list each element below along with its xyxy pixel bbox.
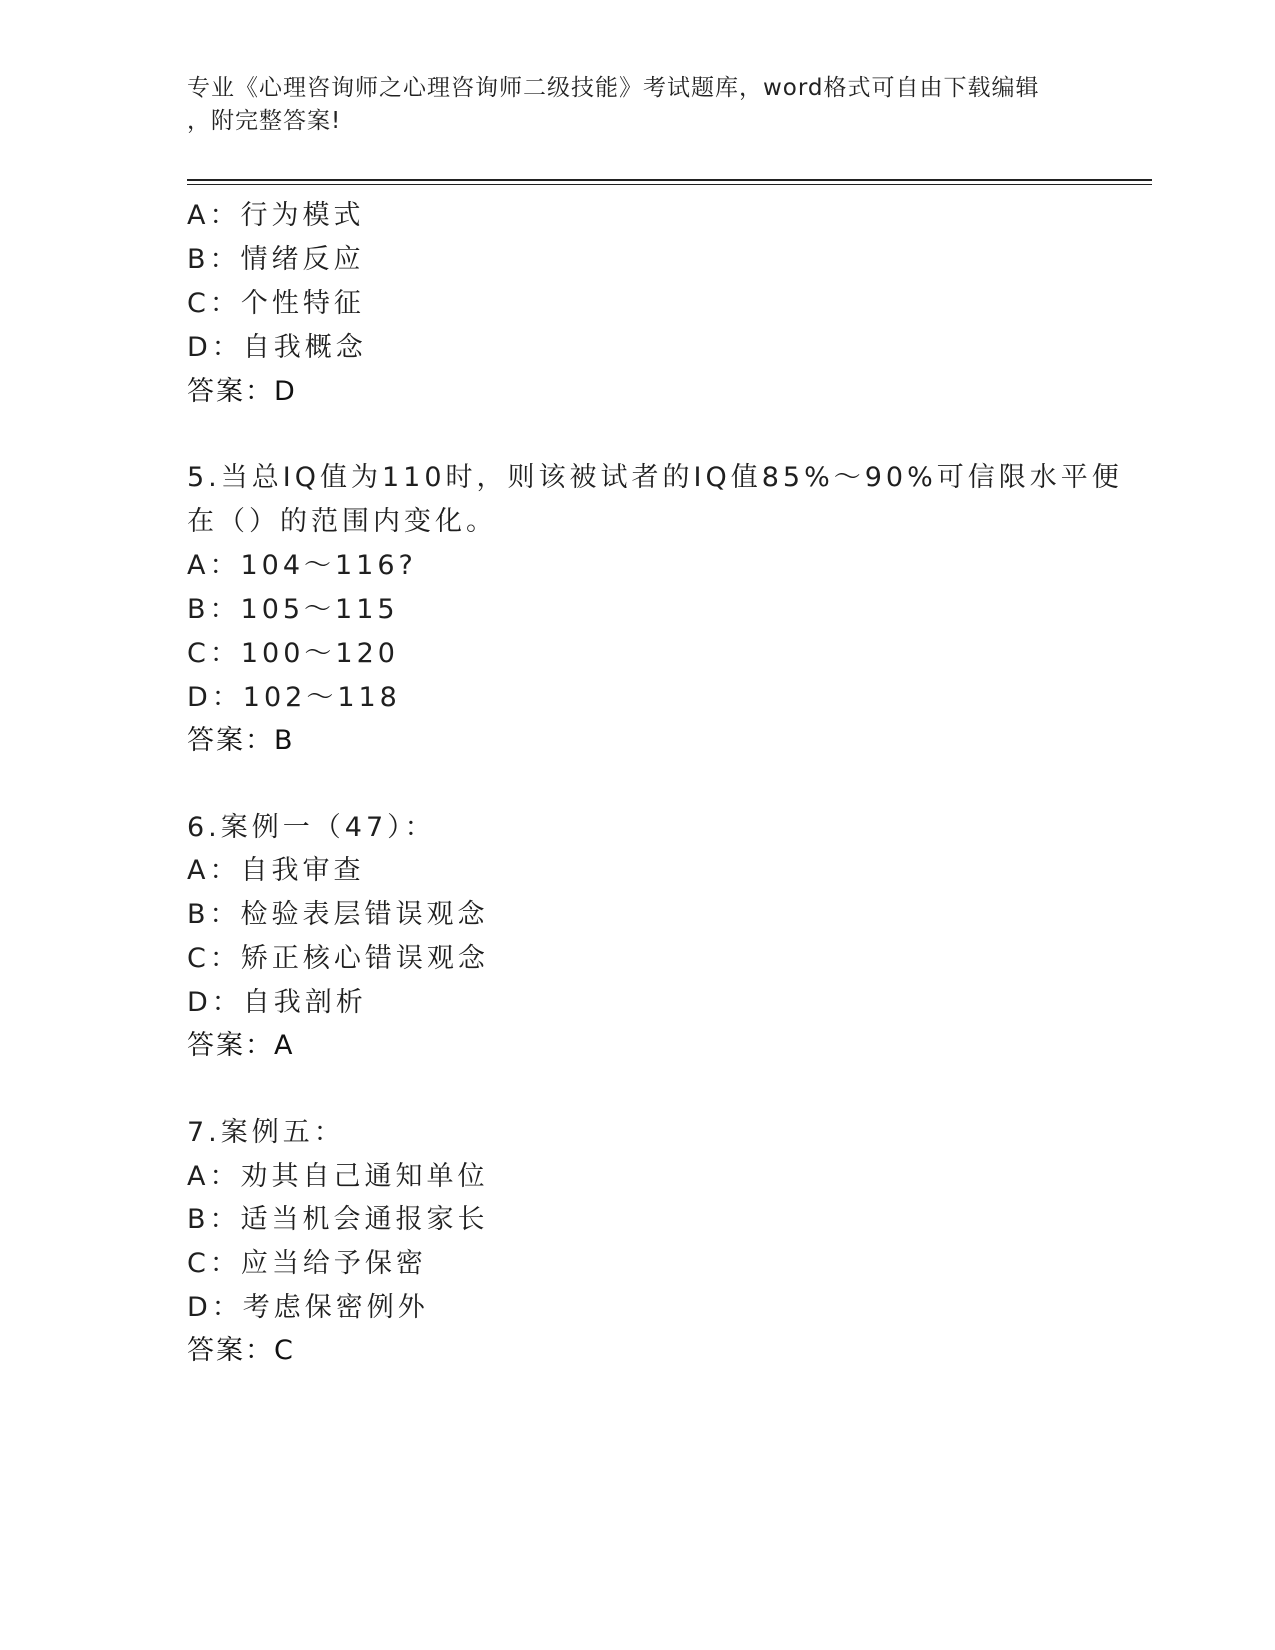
- q6-stem: 6.案例一（47）：: [187, 812, 436, 843]
- q7-answer: 答案：C: [187, 1335, 295, 1366]
- q7-option-d: D：考虑保密例外: [187, 1292, 429, 1323]
- q4-option-b: B：情绪反应: [187, 244, 365, 275]
- q5-stem-line-2: 在（）的范围内变化。: [187, 506, 497, 537]
- q7-stem: 7.案例五：: [187, 1117, 345, 1148]
- page-header: [187, 72, 1087, 138]
- q6-option-c: C：矫正核心错误观念: [187, 943, 489, 974]
- header-line-1: 专业《心理咨询师之心理咨询师二级技能》考试题库，word格式可自由下载编辑: [187, 75, 1040, 101]
- q5-stem-line-1: 5.当总IQ值为110时，则该被试者的IQ值85%～90%可信限水平便: [187, 462, 1123, 493]
- q5-option-d: D：102～118: [187, 682, 401, 713]
- q7-option-a: A：劝其自己通知单位: [187, 1161, 489, 1192]
- q5-option-b: B：105～115: [187, 594, 399, 625]
- q6-answer: 答案：A: [187, 1030, 295, 1061]
- q6-option-b: B：检验表层错误观念: [187, 899, 489, 930]
- q5-option-c: C：100～120: [187, 638, 399, 669]
- q6-option-a: A：自我审查: [187, 855, 365, 886]
- header-rule-thin: [187, 184, 1152, 185]
- q5-answer: 答案：B: [187, 725, 295, 756]
- q4-answer: 答案：D: [187, 376, 297, 407]
- q7-option-b: B：适当机会通报家长: [187, 1204, 489, 1235]
- q4-option-d: D：自我概念: [187, 332, 367, 363]
- q4-option-a: A：行为模式: [187, 200, 365, 231]
- q5-option-a: A：104～116?: [187, 550, 417, 581]
- header-rule-thick: [187, 179, 1152, 181]
- q4-option-c: C：个性特征: [187, 288, 365, 319]
- q7-option-c: C：应当给予保密: [187, 1248, 427, 1279]
- q6-option-d: D：自我剖析: [187, 987, 367, 1018]
- header-line-2: ，附完整答案!: [187, 108, 342, 134]
